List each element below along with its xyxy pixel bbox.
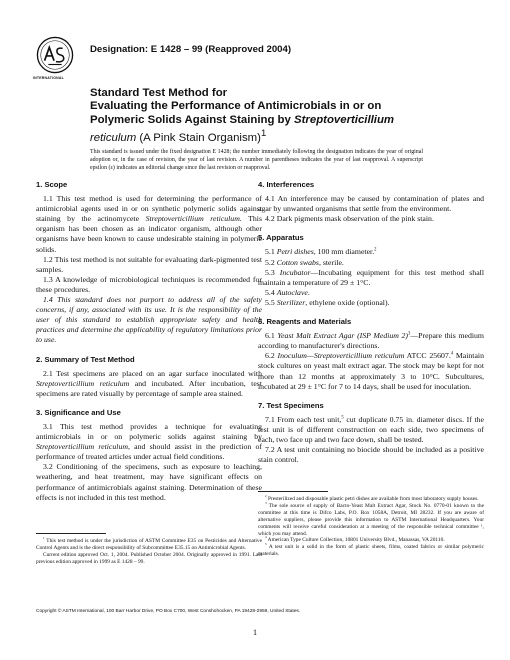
section-heading-summary: 2. Summary of Test Method	[36, 354, 135, 364]
scope-1-2: 1.2 This test method is not suitable for evaluating dark-pigmented test samples.	[36, 254, 262, 274]
apparatus-5-5: 5.5 Sterilizer, ethylene oxide (optional).	[265, 297, 390, 307]
footnotes-left	[36, 533, 262, 566]
designation: Designation: E 1428 – 99 (Reapproved 2004)	[90, 44, 292, 55]
footnote-divider	[36, 533, 106, 534]
page-number: 1	[252, 627, 258, 637]
title-line-2: Evaluating the Performance of Antimicrobials in or on	[90, 100, 382, 113]
footnotes-right	[258, 491, 484, 558]
significance-3-2: 3.2 Conditioning of the specimens, such as exposure to leaching, weathering, and heat treatment, may have significant effects on performance of antimicrobials against staining. Determination of these effects is not included in this test method.	[36, 462, 262, 502]
standard-notice: This standard is issued under the fixed designation E 1428; the number immediately following the designation indicates the year of original adoption or, in the case of revision, the year of last revision. A number in parentheses indicates the year of last reapproval. A superscript epsilon (ε) indicates an editorial change since the last revision or reapproval.	[90, 149, 423, 172]
title-line-4: reticulum (A Pink Stain Organism)$^1$	[90, 128, 267, 145]
right-column	[258, 180, 484, 465]
footnote-2: $^2$ Presterilized and disposable plastic petri dishes are available from most laboratory supply houses.	[265, 494, 479, 502]
title-line-3: Polymeric Solids Against Staining by Streptoverticillium	[90, 113, 395, 126]
section-heading-significance: 3. Significance and Use	[36, 407, 121, 417]
footnote-4: $^4$ American Type Culture Collection, 10801 University Blvd., Manassas, VA 20110.	[265, 535, 445, 544]
apparatus-5-3: 5.3 Incubator—Incubating equipment for this test method shall maintain a temperature of 29 ± 1°C.	[258, 267, 485, 287]
footnote-3: $^3$ The sole source of supply of Bacto-Yeast Malt Extract Agar, Stock No. 0770-01 known to the committee at this time is Difco Labs, P.O. Box 1058A, Detroit, MI 28232. If you are aware of alternative suppliers, please provide this information to ASTM International Headquarters. Your comments will receive careful consideration at a meeting of the responsible technical committee ¹, which you may attend.	[258, 501, 484, 537]
section-heading-interferences: 4. Interferences	[258, 180, 315, 189]
significance-3-1: 3.1 This test method provides a technique for evaluating antimicrobials in or on polymeric solids against staining by Streptoverticillium reticulum, and should assist in the prediction of performance of treated articles under actual field conditions.	[36, 421, 262, 462]
left-column	[36, 180, 262, 503]
copyright-line: Copyright © ASTM International, 100 Barr Harbor Drive, PO Box C700, West Conshohocken, PA 19428-2959, United States.	[36, 609, 301, 614]
astm-logo	[36, 36, 74, 74]
reagents-6-2: 6.2 Inoculum—Streptoverticillium reticulum ATCC 25607.$^4$ Maintain stock cultures on yeast malt extract agar. The stock may be kept for not more than 12 months at approximately 3 to 10°C. Subcultures, incubated at 29 ± 1°C for 7 to 14 days, shall be used for inoculation.	[258, 351, 485, 391]
apparatus-5-2: 5.2 Cotton swabs, sterile.	[265, 257, 344, 267]
document-title	[90, 87, 430, 145]
section-heading-scope: 1. Scope	[36, 180, 68, 189]
reagents-6-1: 6.1 Yeast Malt Extract Agar (ISP Medium 2)$^3$—Prepare this medium according to manufacturer's directions.	[258, 331, 485, 351]
interferences-4-1: 4.1 An interference may be caused by contamination of plates and agar by unwanted organisms that settle from the environment.	[258, 194, 484, 214]
logo-caption: INTERNATIONAL	[33, 76, 64, 80]
apparatus-5-4: 5.4 Autoclave.	[265, 287, 310, 297]
scope-1-1: 1.1 This test method is used for determining the performance of antimicrobial agents used in or on synthetic polymeric solids against staining by the actinomycete Streptoverticillium reticulum. This organism has been chosen as an indicator organism, although other organisms have been known to cause undesirable staining in polymeric solids.	[36, 194, 262, 254]
section-heading-apparatus: 5. Apparatus	[258, 233, 304, 243]
summary-2-1: 2.1 Test specimens are placed on an agar surface inoculated with Streptoverticillium reticulum and incubated. After incubation, test specimens are rated visually by percentage of sample area stained.	[36, 368, 262, 398]
footnote-5: $^5$ A test unit is a solid in the form of plastic sheets, films, coated fabrics or similar polymeric materials.	[258, 542, 484, 558]
footnote-1-edition: Current edition approved Oct. 1, 2004. Published October 2004. Originally approved in 1991. Last previous edition approved in 1999 as E 1428 – 99.	[36, 551, 262, 565]
scope-1-3: 1.3 A knowledge of microbiological techniques is recommended for these procedures.	[36, 274, 262, 294]
specimens-7-2: 7.2 A test unit containing no biocide should be included as a positive stain control.	[258, 445, 484, 465]
apparatus-5-1: 5.1 Petri dishes, 100 mm diameter.$^2$	[265, 247, 377, 257]
footnote-divider	[258, 491, 328, 492]
title-line-1: Standard Test Method for	[90, 87, 228, 99]
section-heading-specimens: 7. Test Specimens	[258, 400, 324, 410]
scope-1-4: 1.4 This standard does not purport to address all of the safety concerns, if any, associated with its use. It is the responsibility of the user of this standard to establish appropriate safety and health practices and determine the applicability of regulatory limitations prior to use.	[36, 295, 262, 345]
footnote-1: $^1$ This test method is under the jurisdiction of ASTM Committee E35 on Pesticides and Alternative Control Agents and is the direct responsibility of Subcommittee E35.15 on Antimicrobial Agents.	[36, 536, 262, 551]
specimens-7-1: 7.1 From each test unit,$^5$ cut duplicate 0.75 in. diameter discs. If the test unit is of different construction on each side, two specimens of each, two face up and two face down, shall be tested.	[258, 414, 485, 444]
section-heading-reagents: 6. Reagents and Materials	[258, 317, 352, 327]
interferences-4-2: 4.2 Dark pigments mask observation of the pink stain.	[265, 214, 434, 224]
